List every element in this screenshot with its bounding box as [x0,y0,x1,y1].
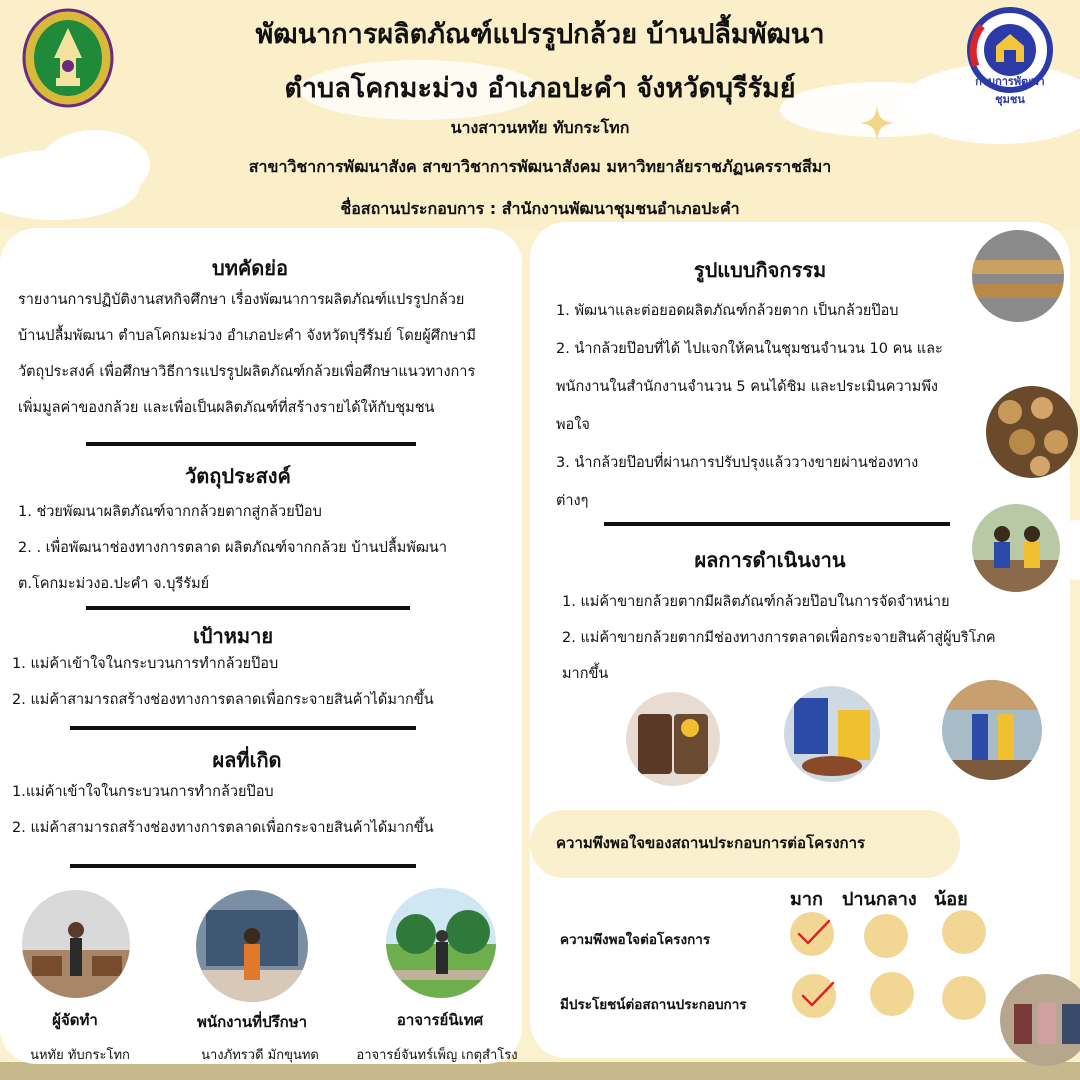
author-name-caption: นหทัย ทับกระโทก [30,1048,130,1063]
community-development-logo-text: กรมการพัฒนาชุมชน [975,75,1045,106]
advisor-role: พนักงานที่ปรึกษา [196,1013,308,1031]
objectives-title: วัตถุประสงค์ [185,464,291,488]
results-text: 1. แม่ค้าขายกล้วยตากมีผลิตภัณฑ์กล้วยป๊อบในการจัดจำหน่าย 2. แม่ค้าขายกล้วยตากมีช่องทางการตลาดเพื่อกระจายสินค้าสู่ผู้บริโภค มากขึ้น [562,594,996,682]
cooking-photo [784,686,880,782]
author-name: นางสาวนหทัย ทับกระโทก [450,118,630,137]
community-development-logo [962,6,1058,104]
organization-name: ชื่อสถานประกอบการ : สำนักงานพัฒนาชุมชนอำเภอปะคำ [340,199,740,218]
advisor-name-caption: นางภัทรวดี มักขุนทด [201,1048,319,1063]
rating-dot-medium [870,972,914,1016]
poster-title-line1: พัฒนาการผลิตภัณฑ์แปรรูปกล้วย บ้านปลื้มพัฒนา [255,19,825,50]
supervisor-name-caption: อาจารย์จันทร์เพ็ญ เกตุสำโรง [356,1048,518,1063]
abstract-title: บทคัดย่อ [212,256,288,280]
check-icon [800,980,836,1010]
column-low: น้อย [934,889,968,910]
activities-text: 1. พัฒนาและต่อยอดผลิตภัณฑ์กล้วยตาก เป็นกล้วยป๊อบ 2. นำกล้วยป๊อบที่ได้ ไปแจกให้คนในชุมชนจำนวน 10 คน และ พนักงานในสำนักงานจำนวน 5 คนได้ชิม และประเมินความพึง พอใจ 3. นำกล้วยป๊อบที่ผ่านการปรับปรุงแล้ววางขายผ่านช่องทาง ต่างๆ [556,303,943,509]
university-logo [22,8,114,108]
drying-rack-photo [972,230,1064,322]
banana-chips-photo [986,386,1078,478]
bottom-strip [0,1062,1080,1080]
poster-title-line2: ตำบลโคกมะม่วง อำเภอปะคำ จังหวัดบุรีรัมย์ [284,73,796,104]
activities-title: รูปแบบกิจกรรม [693,258,827,282]
section-divider [70,726,416,730]
section-divider [86,442,416,446]
rating-dot-low [942,976,986,1020]
row-project-satisfaction: ความพึงพอใจต่อโครงการ [560,932,711,948]
row-usefulness: มีประโยชน์ต่อสถานประกอบการ [560,997,747,1013]
goals-text: 1. แม่ค้าเข้าใจในกระบวนการทำกล้วยป๊อบ 2. แม่ค้าสามารถสร้างช่องทางการตลาดเพื่อกระจายสินค้าได้มากขึ้น [12,656,434,708]
section-divider [70,864,416,868]
column-high: มาก [790,889,823,910]
advisor-photo [196,890,308,1002]
results-title: ผลการดำเนินงาน [694,548,846,572]
check-icon [796,918,832,948]
department-name: สาขาวิชาการพัฒนาสังค สาขาวิชาการพัฒนาสังคม มหาวิทยาลัยราชภัฏนครราชสีมา [248,157,832,176]
supervisor-photo [386,888,496,998]
satisfaction-title: ความพึงพอใจของสถานประกอบการต่อโครงการ [556,834,866,852]
outcomes-title: ผลที่เกิด [212,748,282,772]
product-package-photo [626,692,720,786]
author-role: ผู้จัดทำ [52,1011,98,1029]
goals-title: เป้าหมาย [192,624,274,648]
rating-dot-medium [864,914,908,958]
author-photo [22,890,130,998]
section-divider [604,522,950,526]
abstract-text: รายงานการปฏิบัติงานสหกิจศึกษา เรื่องพัฒนาการผลิตภัณฑ์แปรรูปกล้วย บ้านปลื้มพัฒนา ตำบลโคกมะม่วง อำเภอปะคำ จังหวัดบุรีรัมย์ โดยผู้ศึกษามี วัตถุประสงค์ เพื่อศึกษาวิธีการแปรรูปผลิตภัณฑ์กล้วยเพื่อศึกษาแนวทางการ เพิ่มมูลค่าของกล้วย และเพื่อเป็นผลิตภัณฑ์ที่สร้างรายได้ให้กับชุมชน [18,292,476,416]
rating-dot-low [942,910,986,954]
outcomes-text: 1.แม่ค้าเข้าใจในกระบวนการทำกล้วยป๊อบ 2. แม่ค้าสามารถสร้างช่องทางการตลาดเพื่อกระจายสินค้าได้มากขึ้น [12,784,434,836]
section-divider [86,606,410,610]
column-medium: ปานกลาง [842,889,917,910]
market-stall-photo [942,680,1042,780]
supervisor-role: อาจารย์นิเทศ [396,1011,484,1029]
objectives-text: 1. ช่วยพัฒนาผลิตภัณฑ์จากกล้วยตากสู่กล้วยป๊อบ 2. . เพื่อพัฒนาช่องทางการตลาด ผลิตภัณฑ์จากกล้วย บ้านปลื้มพัฒนา ต.โคกมะม่วงอ.ปะคำ จ.บุรีรัมย์ [18,504,447,592]
